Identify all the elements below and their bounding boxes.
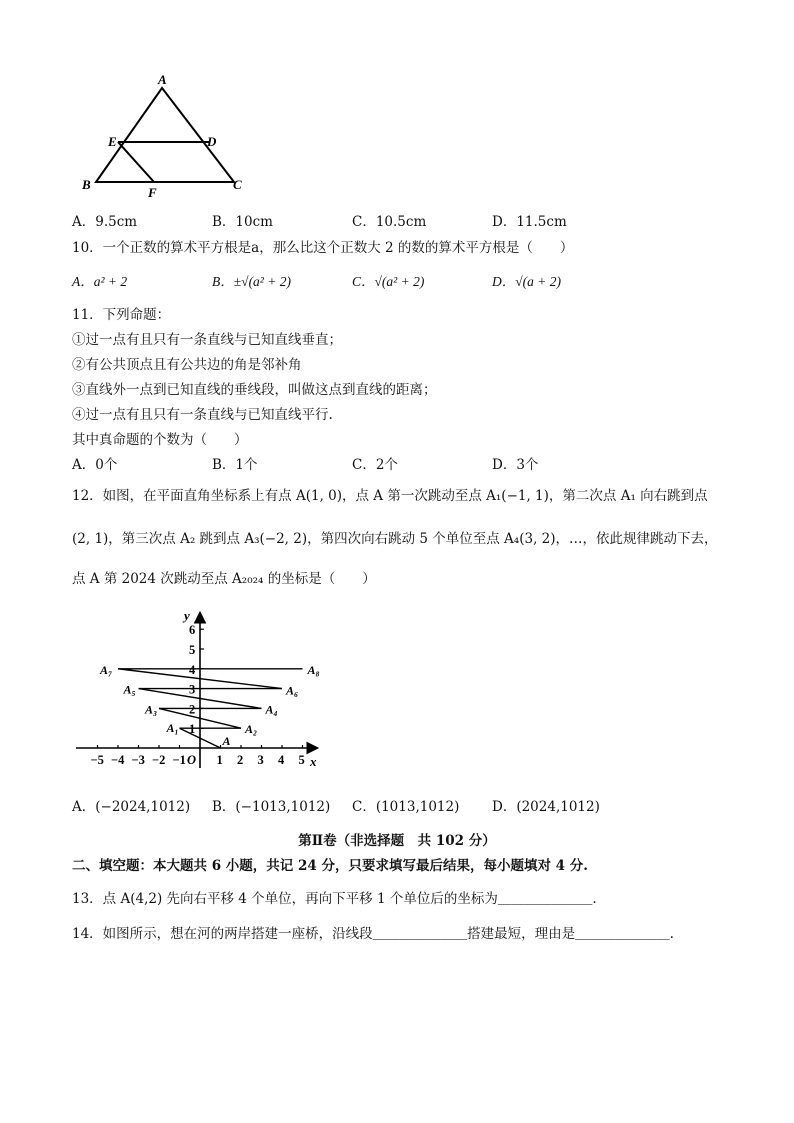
point-label: A₆ (286, 683, 299, 698)
point-label: A₅ (123, 682, 136, 697)
x-tick-label: 3 (257, 753, 264, 767)
x-axis-label: x (310, 754, 317, 769)
x-tick-label: −5 (90, 753, 104, 767)
q11-question: 其中真命题的个数为（ ） (72, 432, 248, 448)
x-tick-label: 1 (216, 753, 223, 767)
q10-option-c: C．√(a² + 2) (352, 274, 425, 289)
y-tick-label: 2 (189, 702, 196, 717)
label-e: E (108, 134, 117, 149)
point-label: A₄ (265, 702, 278, 717)
q11-option-b: B．1个 (212, 457, 258, 473)
point-label: A₃ (145, 702, 158, 717)
q12-option-b: B．(−1013,1012) (212, 799, 331, 815)
point-label: A₈ (307, 662, 320, 677)
q10-option-b: B．±√(a² + 2) (212, 274, 291, 289)
label-d: D (207, 134, 217, 149)
y-tick-label: 4 (189, 662, 196, 677)
y-tick-label: 3 (189, 682, 196, 697)
y-tick-label: 1 (189, 722, 196, 737)
q12-option-c: C．(1013,1012) (352, 799, 460, 815)
x-tick-label: −3 (131, 753, 145, 767)
q9-option-c: C．10.5cm (352, 214, 427, 230)
q13-text: 13．点 A(4,2) 先向右平移 4 个单位，再向下平移 1 个单位后的坐标为＿＿＿＿＿＿＿. (72, 891, 597, 907)
point-label: A₂ (245, 722, 258, 737)
q11-stem: 11．下列命题： (72, 307, 171, 323)
q10-stem: 10．一个正数的算术平方根是a，那么比这个正数大 2 的数的算术平方根是（ ） (72, 240, 574, 256)
section2-title: 第Ⅱ卷（非选择题 共 102 分） (298, 833, 496, 849)
q12-line-3: 点 A 第 2024 次跳动至点 A₂₀₂₄ 的坐标是（ ） (72, 571, 376, 587)
q12-line-1: 12．如图，在平面直角坐标系上有点 A(1, 0)，点 A 第一次跳动至点 A₁(−1, 1)，第二次点 A₁ 向右跳到点 (72, 488, 708, 504)
label-b: B (82, 177, 91, 192)
y-axis-label: y (184, 608, 190, 623)
point-label: A (222, 734, 231, 748)
y-tick-label: 5 (189, 643, 196, 657)
q10-option-d: D．√(a + 2) (492, 274, 562, 289)
q14-text: 14．如图所示，想在河的两岸搭建一座桥，沿线段＿＿＿＿＿＿＿搭建最短，理由是＿＿＿＿＿＿＿. (72, 926, 674, 942)
x-tick-label: 5 (298, 753, 305, 767)
q11-item-1: ①过一点有且只有一条直线与已知直线垂直； (72, 332, 342, 348)
q11-item-2: ②有公共顶点且有公共边的角是邻补角 (72, 357, 302, 373)
q10-option-a: A．a² + 2 (72, 274, 128, 289)
y-tick-label: 6 (189, 623, 196, 638)
q12-line-2: (2, 1)，第三次点 A₂ 跳到点 A₃(−2, 2)，第四次向右跳动 5 个单位至点 A₄(3, 2)，…，依此规律跳动下去， (72, 531, 718, 547)
q9-option-a: A．9.5cm (72, 214, 138, 230)
triangle-figure (76, 70, 256, 200)
point-label: A₇ (100, 662, 113, 677)
point-label: A₁ (166, 721, 179, 736)
x-tick-label: −2 (152, 753, 166, 767)
x-tick-label: 4 (278, 753, 285, 767)
q11-option-a: A．0个 (72, 457, 118, 473)
q12-option-d: D．(2024,1012) (492, 799, 600, 815)
x-tick-label: −4 (111, 753, 125, 767)
label-c: C (233, 177, 242, 192)
q11-option-d: D．3个 (492, 457, 539, 473)
section2-heading: 二、填空题：本大题共 6 小题，共记 24 分，只要求填写最后结果，每小题填对 4 分. (72, 858, 588, 874)
q11-item-4: ④过一点有且只有一条直线与已知直线平行. (72, 407, 333, 423)
q11-option-c: C．2个 (352, 457, 398, 473)
q9-option-b: B．10cm (212, 214, 273, 230)
x-tick-label: 2 (237, 753, 244, 767)
label-a: A (158, 72, 167, 87)
label-f: F (148, 185, 157, 200)
x-tick-label: −1 (172, 753, 186, 767)
coordinate-figure (72, 608, 332, 772)
q12-option-a: A．(−2024,1012) (72, 799, 191, 815)
q11-item-3: ③直线外一点到已知直线的垂线段，叫做这点到直线的距离； (72, 382, 437, 398)
origin-label: O (187, 753, 197, 767)
q9-option-d: D．11.5cm (492, 214, 567, 230)
